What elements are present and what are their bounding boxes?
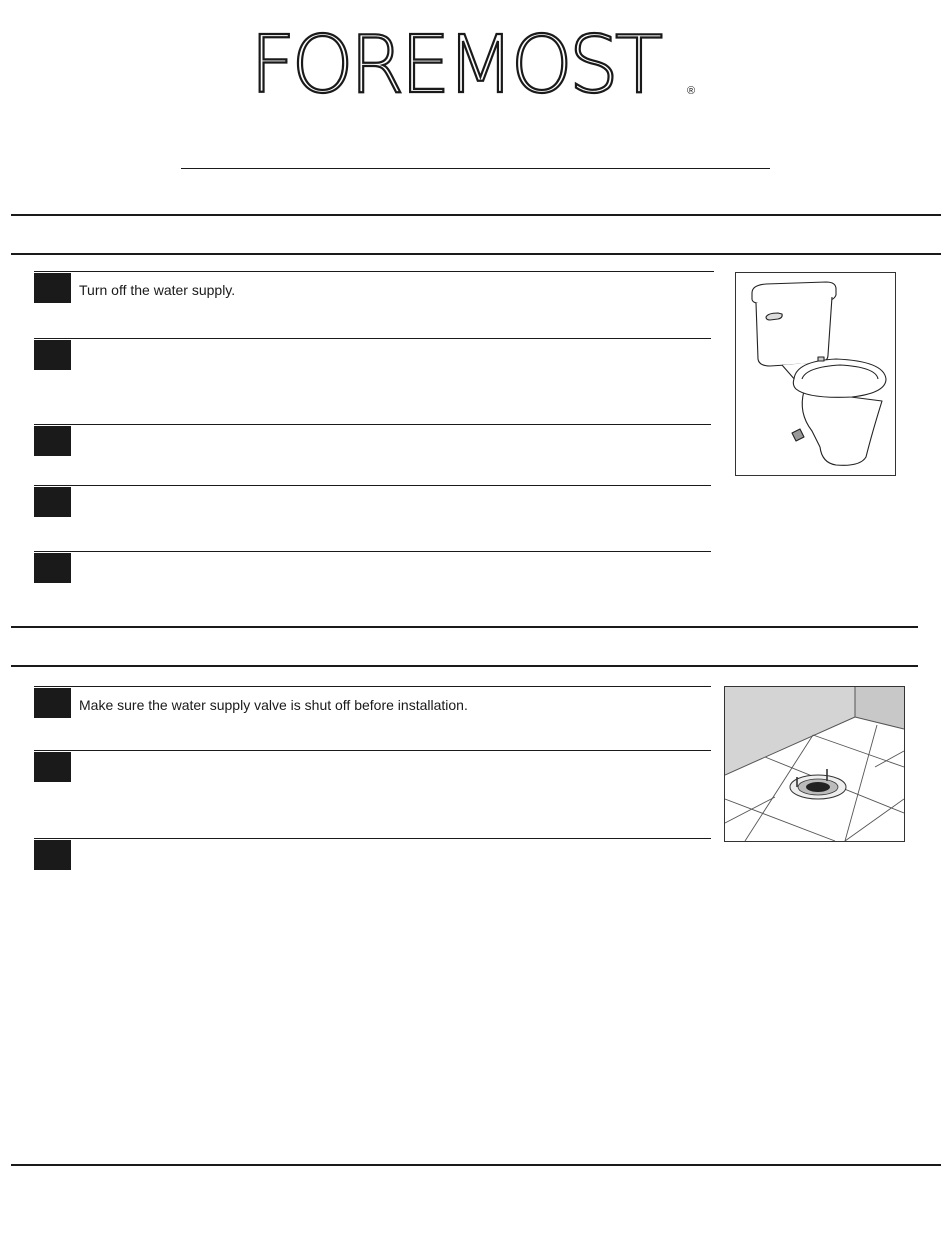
step-number-box	[34, 840, 71, 870]
step-divider	[34, 686, 711, 687]
step-divider	[34, 750, 711, 751]
section-1-rule-bottom	[11, 253, 941, 255]
step-divider	[34, 485, 711, 486]
section-1-rule-top	[11, 214, 941, 216]
two-piece-toilet-icon	[736, 273, 895, 475]
step-number-box	[34, 688, 71, 718]
floor-flange-icon	[725, 687, 904, 841]
step-number-box	[34, 340, 71, 370]
step-number-box	[34, 752, 71, 782]
step-number-box	[34, 273, 71, 303]
step-number-box	[34, 553, 71, 583]
toilet-figure	[735, 272, 896, 476]
step-divider	[34, 338, 711, 339]
brand-wordmark: FOREMOST	[250, 28, 660, 100]
step-text: Make sure the water supply valve is shut off before installation.	[79, 697, 468, 713]
step-divider	[34, 271, 714, 272]
registered-mark: ®	[687, 85, 696, 97]
step-number-box	[34, 426, 71, 456]
step-text: Turn off the water supply.	[79, 282, 236, 298]
flange-figure	[724, 686, 905, 842]
step-divider	[34, 551, 711, 552]
step-divider	[34, 424, 711, 425]
title-underline	[181, 168, 770, 169]
foremost-logo	[248, 28, 704, 100]
section-2-rule-top	[11, 626, 918, 628]
section-2-rule-bottom	[11, 665, 918, 667]
step-divider	[34, 838, 711, 839]
step-number-box	[34, 487, 71, 517]
footer-rule	[11, 1164, 941, 1166]
